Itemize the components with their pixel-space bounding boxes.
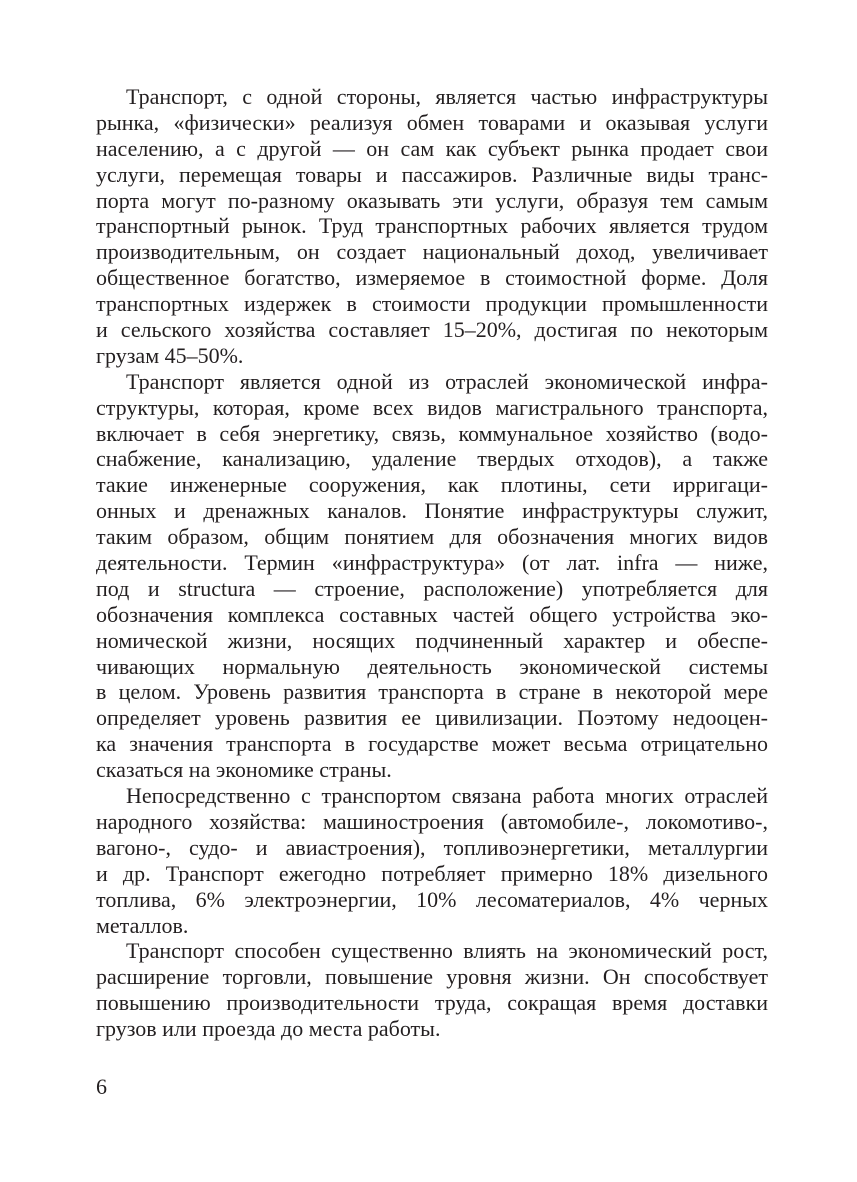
text-line: народного хозяйства: машиностроения (автомобиле-, локомотиво-, xyxy=(96,808,768,834)
text-line: населению, а с другой — он сам как субъект рынка продает свои xyxy=(96,135,768,161)
page-number: 6 xyxy=(96,1074,107,1099)
paragraph-3 xyxy=(96,783,768,938)
text-line: топлива, 6% электроэнергии, 10% лесоматериалов, 4% черных xyxy=(96,886,768,912)
text-line: и сельского хозяйства составляет 15–20%, достигая по некоторым xyxy=(96,317,768,343)
text-line: и др. Транспорт ежегодно потребляет примерно 18% дизельного xyxy=(96,860,768,886)
text-line: номической жизни, носящих подчиненный характер и обеспе- xyxy=(96,627,768,653)
text-line: грузов или проезда до места работы. xyxy=(96,1016,441,1042)
text-line: услуги, перемещая товары и пассажиров. Различные виды транс- xyxy=(96,161,768,187)
document-body xyxy=(96,84,768,1042)
text-line: производительным, он создает национальный доход, увеличивает xyxy=(96,239,768,265)
text-line: транспортный рынок. Труд транспортных рабочих является трудом xyxy=(96,213,768,239)
text-line: рынка, «физически» реализуя обмен товарами и оказывая услуги xyxy=(96,109,768,135)
paragraph-4 xyxy=(96,938,768,1042)
text-line: определяет уровень развития ее цивилизации. Поэтому недооцен- xyxy=(96,705,768,731)
text-line: Транспорт способен существенно влиять на экономический рост, xyxy=(126,938,768,964)
paragraph-2 xyxy=(96,369,768,783)
text-line: чивающих нормальную деятельность экономической системы xyxy=(96,653,768,679)
text-line: металлов. xyxy=(96,912,189,938)
text-line: обозначения комплекса составных частей общего устройства эко- xyxy=(96,601,768,627)
text-line: таким образом, общим понятием для обозначения многих видов xyxy=(96,524,768,550)
text-line: расширение торговли, повышение уровня жизни. Он способствует xyxy=(96,964,768,990)
text-line: порта могут по-разному оказывать эти услуги, образуя тем самым xyxy=(96,187,768,213)
paragraph-1 xyxy=(96,84,768,369)
text-line: структуры, которая, кроме всех видов магистрального транспорта, xyxy=(96,394,768,420)
text-line: снабжение, канализацию, удаление твердых отходов), а также xyxy=(96,446,768,472)
text-line: онных и дренажных каналов. Понятие инфраструктуры служит, xyxy=(96,498,768,524)
text-line: под и structura — строение, расположение) употребляется для xyxy=(96,575,768,601)
text-line: вагоно-, судо- и авиастроения), топливоэнергетики, металлургии xyxy=(96,834,768,860)
text-line: Транспорт, с одной стороны, является частью инфраструктуры xyxy=(126,84,768,109)
text-line: сказаться на экономике страны. xyxy=(96,757,392,783)
text-line: включает в себя энергетику, связь, коммунальное хозяйство (водо- xyxy=(96,420,768,446)
text-line: Транспорт является одной из отраслей экономической инфра- xyxy=(126,368,768,394)
text-line: грузам 45–50%. xyxy=(96,342,244,368)
text-line: такие инженерные сооружения, как плотины, сети ирригаци- xyxy=(96,472,768,498)
text-line: деятельности. Термин «инфраструктура» (от лат. infra — ниже, xyxy=(96,550,768,576)
text-line: общественное богатство, измеряемое в стоимостной форме. Доля xyxy=(96,265,768,291)
text-line: в целом. Уровень развития транспорта в стране в некоторой мере xyxy=(96,679,768,705)
text-line: транспортных издержек в стоимости продукции промышленности xyxy=(96,291,768,317)
text-line: Непосредственно с транспортом связана работа многих отраслей xyxy=(126,783,768,809)
text-line: повышению производительности труда, сокращая время доставки xyxy=(96,990,768,1016)
text-line: ка значения транспорта в государстве может весьма отрицательно xyxy=(96,731,768,757)
